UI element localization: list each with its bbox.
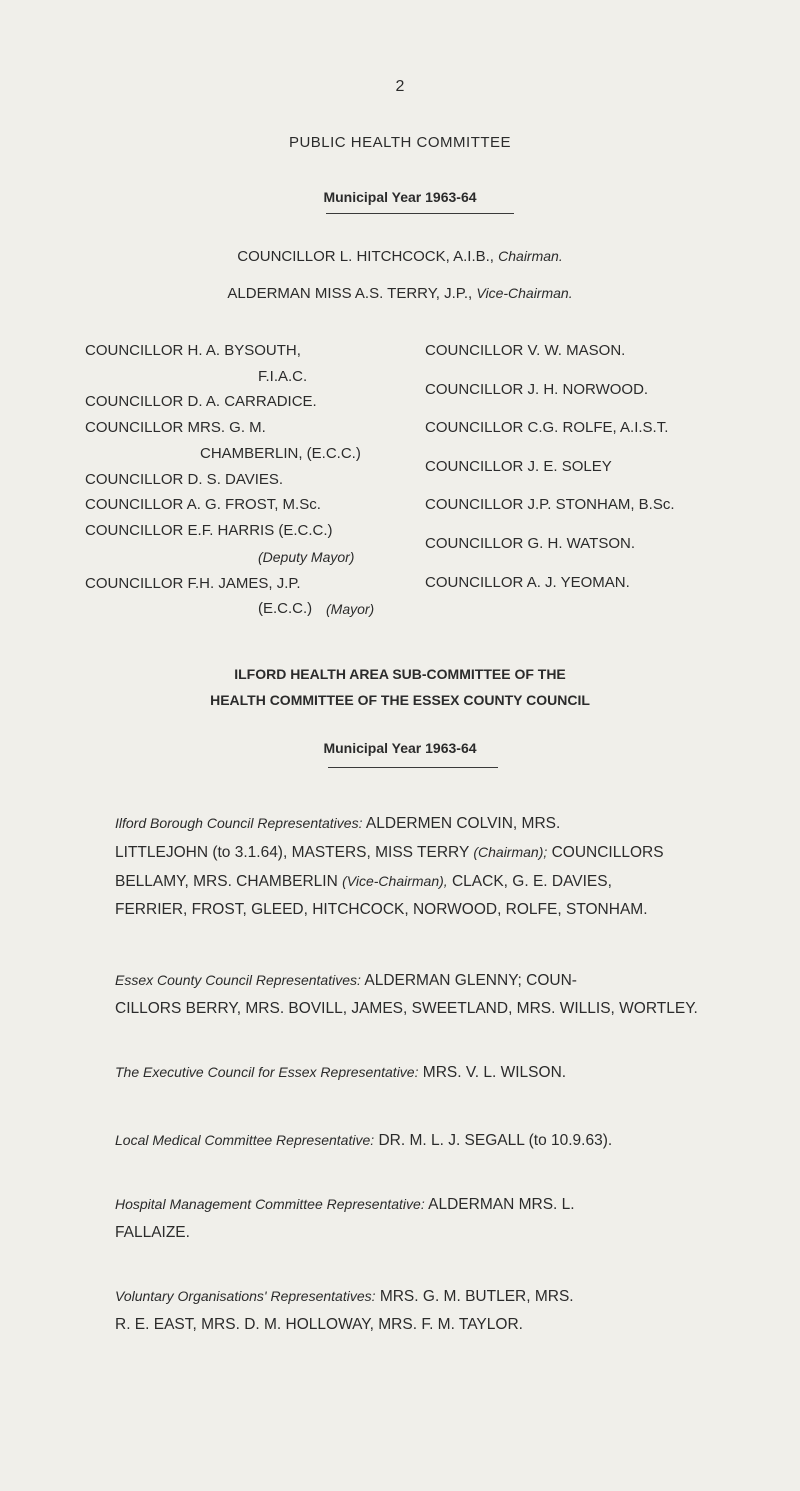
rep-label: Ilford Borough Council Representatives:	[115, 815, 363, 831]
member-left: COUNCILLOR A. G. FROST, M.Sc.	[85, 496, 321, 513]
ilford-representatives	[115, 809, 715, 924]
subcommittee-year: Municipal Year 1963-64	[323, 740, 477, 756]
member-right: COUNCILLOR C.G. ROLFE, A.I.S.T.	[425, 419, 669, 436]
rep-text: MRS. V. L. WILSON.	[422, 1064, 567, 1081]
rep-text: ALDERMAN MRS. L.	[428, 1196, 575, 1213]
rep-text: CLACK, G. E. DAVIES,	[451, 873, 612, 890]
member-right: COUNCILLOR J. E. SOLEY	[425, 458, 612, 475]
member-right: COUNCILLOR J. H. NORWOOD.	[425, 381, 649, 398]
rep-label: Local Medical Committee Representative:	[115, 1132, 375, 1148]
member-left-continuation: F.I.A.C.	[258, 368, 308, 385]
chairman-name: COUNCILLOR L. HITCHCOCK, A.I.B.,	[237, 248, 494, 265]
committee-title: PUBLIC HEALTH COMMITTEE	[288, 134, 512, 151]
vice-chairman-name: ALDERMAN MISS A.S. TERRY, J.P.,	[227, 285, 473, 302]
member-left-note: (Deputy Mayor)	[258, 549, 355, 565]
member-left: COUNCILLOR F.H. JAMES, J.P.	[85, 575, 301, 592]
rep-text: MRS. G. M. BUTLER, MRS.	[379, 1288, 574, 1305]
hospital-management-representative	[115, 1190, 715, 1247]
member-left: COUNCILLOR E.F. HARRIS (E.C.C.)	[85, 522, 333, 539]
rep-note: (Vice-Chairman),	[342, 873, 448, 889]
member-left: COUNCILLOR D. S. DAVIES.	[85, 471, 284, 488]
member-left: COUNCILLOR D. A. CARRADICE.	[85, 393, 317, 410]
rep-text: COUNCILLORS	[551, 844, 664, 861]
rep-note: (Chairman);	[473, 844, 548, 860]
member-right: COUNCILLOR J.P. STONHAM, B.Sc.	[425, 496, 675, 513]
rep-text: ALDERMAN GLENNY; COUN-	[364, 972, 577, 989]
page-number: 2	[395, 78, 405, 95]
member-left: COUNCILLOR MRS. G. M.	[85, 419, 266, 436]
rep-text: FALLAIZE.	[115, 1224, 190, 1241]
chairman-line	[0, 248, 800, 265]
rep-label: Essex County Council Representatives:	[115, 972, 361, 988]
executive-council-representative	[115, 1058, 715, 1087]
member-right: COUNCILLOR A. J. YEOMAN.	[425, 574, 630, 591]
member-left-continuation: (E.C.C.)	[258, 600, 313, 617]
rep-text: ALDERMEN COLVIN, MRS.	[365, 815, 561, 832]
rep-text: FERRIER, FROST, GLEED, HITCHCOCK, NORWOOD, ROLFE, STONHAM.	[115, 901, 648, 918]
essex-representatives	[115, 966, 715, 1023]
rep-text: DR. M. L. J. SEGALL (to 10.9.63).	[378, 1132, 613, 1149]
rep-text: CILLORS BERRY, MRS. BOVILL, JAMES, SWEETLAND, MRS. WILLIS, WORTLEY.	[115, 1000, 698, 1017]
vice-chairman-role: Vice-Chairman.	[476, 285, 573, 301]
member-left: COUNCILLOR H. A. BYSOUTH,	[85, 342, 301, 359]
member-left-note: (Mayor)	[326, 601, 375, 617]
member-right: COUNCILLOR G. H. WATSON.	[425, 535, 636, 552]
local-medical-representative	[115, 1126, 715, 1155]
rep-label: The Executive Council for Essex Representative:	[115, 1064, 419, 1080]
committee-year: Municipal Year 1963-64	[323, 189, 477, 205]
rep-text: R. E. EAST, MRS. D. M. HOLLOWAY, MRS. F. M. TAYLOR.	[115, 1316, 523, 1333]
chairman-role: Chairman.	[498, 248, 563, 264]
member-left-continuation: CHAMBERLIN, (E.C.C.)	[200, 445, 361, 462]
rep-label: Voluntary Organisations' Representatives:	[115, 1288, 376, 1304]
divider-rule	[326, 213, 514, 214]
rep-text: LITTLEJOHN (to 3.1.64), MASTERS, MISS TERRY	[115, 844, 470, 861]
divider-rule	[328, 767, 498, 768]
voluntary-organisations-representatives	[115, 1282, 715, 1339]
rep-label: Hospital Management Committee Representative:	[115, 1196, 425, 1212]
rep-text: BELLAMY, MRS. CHAMBERLIN	[115, 873, 338, 890]
subcommittee-title-line1: ILFORD HEALTH AREA SUB-COMMITTEE OF THE	[234, 666, 566, 682]
subcommittee-title-line2: HEALTH COMMITTEE OF THE ESSEX COUNTY COUNCIL	[210, 692, 590, 708]
member-right: COUNCILLOR V. W. MASON.	[425, 342, 626, 359]
vice-chairman-line	[0, 285, 800, 302]
